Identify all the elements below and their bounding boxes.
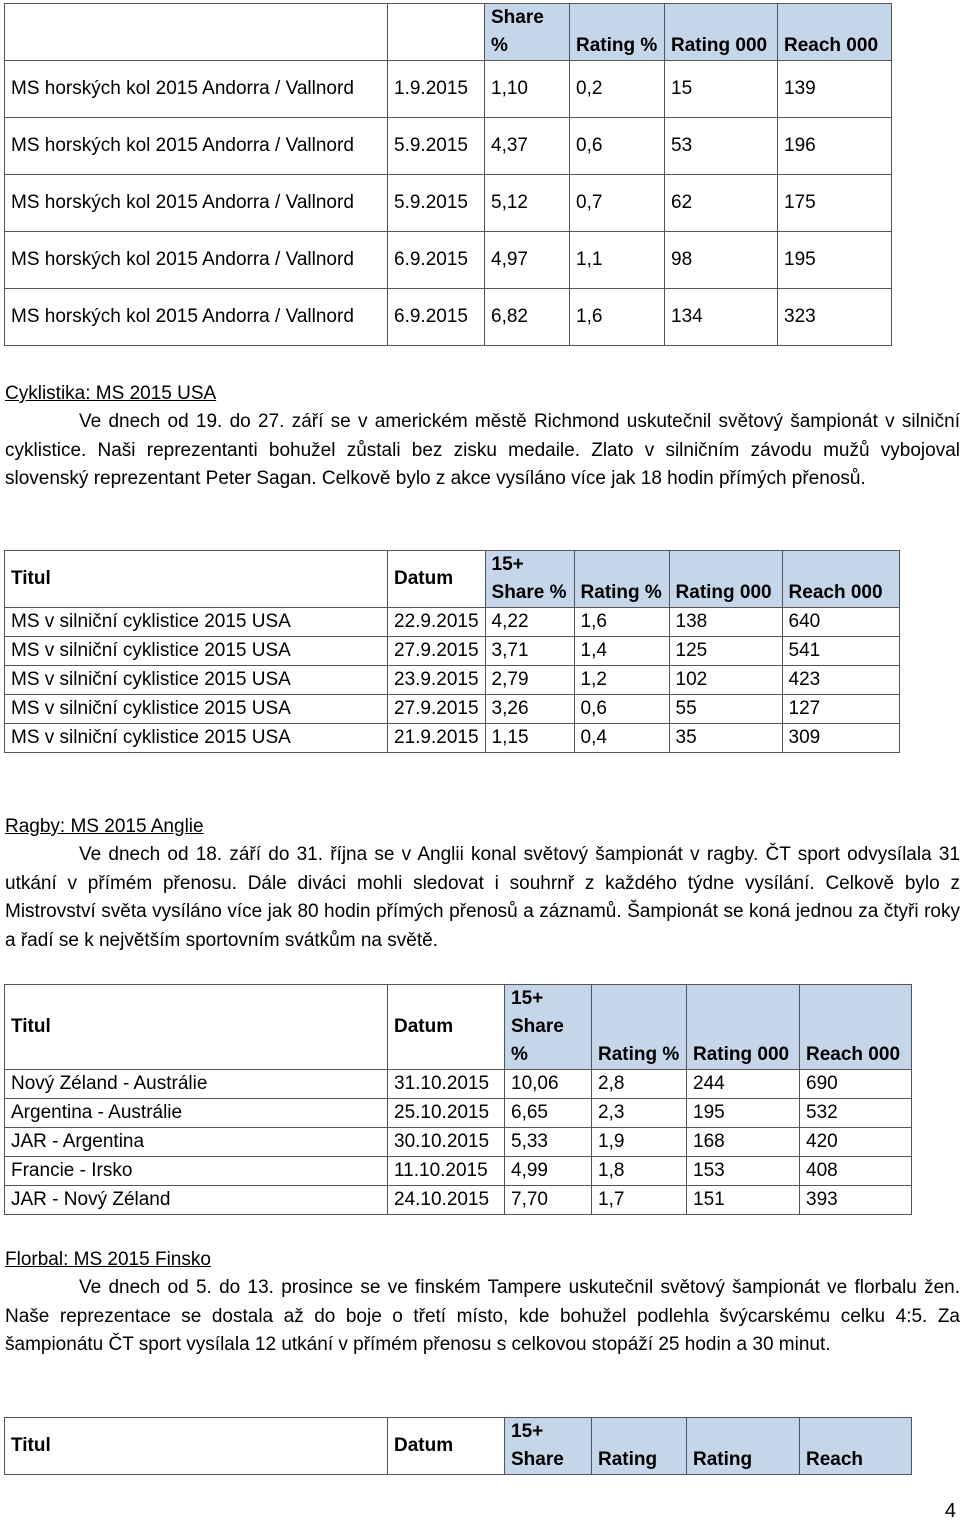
cell-date: 11.10.2015: [388, 1157, 505, 1186]
header-reach-000: Reach: [800, 1418, 912, 1475]
table-row: [5, 289, 892, 346]
cell-title: MS horských kol 2015 Andorra / Vallnord: [5, 232, 388, 289]
cell-rating-000: 153: [687, 1157, 800, 1186]
header-rating-000: Rating 000: [669, 551, 782, 608]
cell-reach-000: 408: [800, 1157, 912, 1186]
cell-rating-000: 195: [687, 1099, 800, 1128]
header-share: 15+ Share %: [505, 985, 592, 1070]
cell-reach-000: 393: [800, 1186, 912, 1215]
cell-rating-000: 102: [669, 666, 782, 695]
cell-rating-000: 151: [687, 1186, 800, 1215]
cell-reach-000: 323: [778, 289, 892, 346]
cell-rating-000: 134: [665, 289, 778, 346]
cell-date: 6.9.2015: [388, 289, 485, 346]
cell-title: MS v silniční cyklistice 2015 USA: [5, 724, 388, 753]
header-rating-pct: Rating: [592, 1418, 687, 1475]
cell-date: 30.10.2015: [388, 1128, 505, 1157]
header-datum: Datum: [388, 551, 486, 608]
cell-rating-pct: 1,9: [592, 1128, 687, 1157]
cell-share: 6,65: [505, 1099, 592, 1128]
cell-title: MS v silniční cyklistice 2015 USA: [5, 666, 388, 695]
cell-title: MS v silniční cyklistice 2015 USA: [5, 637, 388, 666]
header-share: 15+ Share: [505, 1418, 592, 1475]
header-titul: Titul: [5, 985, 388, 1070]
header-share: 15+ Share %: [485, 551, 574, 608]
cell-rating-000: 168: [687, 1128, 800, 1157]
cell-reach-000: 127: [782, 695, 899, 724]
cell-date: 21.9.2015: [388, 724, 486, 753]
cell-share: 10,06: [505, 1070, 592, 1099]
cell-rating-pct: 0,6: [574, 695, 669, 724]
cell-rating-pct: 2,8: [592, 1070, 687, 1099]
cell-date: 5.9.2015: [388, 118, 485, 175]
cell-date: 31.10.2015: [388, 1070, 505, 1099]
cell-share: 3,26: [485, 695, 574, 724]
cell-rating-pct: 1,8: [592, 1157, 687, 1186]
table-row: [5, 1099, 912, 1128]
header-blank-date: [388, 4, 485, 61]
cell-date: 5.9.2015: [388, 175, 485, 232]
cell-rating-pct: 0,7: [570, 175, 665, 232]
cell-reach-000: 175: [778, 175, 892, 232]
header-rating-000: Rating 000: [687, 985, 800, 1070]
cell-share: 3,71: [485, 637, 574, 666]
cell-title: MS horských kol 2015 Andorra / Vallnord: [5, 61, 388, 118]
cell-date: 24.10.2015: [388, 1186, 505, 1215]
cell-rating-000: 98: [665, 232, 778, 289]
cell-title: Argentina - Austrálie: [5, 1099, 388, 1128]
cell-rating-000: 53: [665, 118, 778, 175]
cell-date: 27.9.2015: [388, 637, 486, 666]
section-title-cycling: Cyklistika: MS 2015 USA: [5, 383, 217, 404]
paragraph-cycling: Ve dnech od 19. do 27. září se v americkém městě Richmond uskutečnil světový šampionát v silniční cyklistice. Naši reprezentanti bohužel zůstali bez zisku medaile. Zlato v silničním závodu mužů vybojoval slovenský reprezentant Peter Sagan. Celkově bylo z akce vysíláno více jak 18 hodin přímých přenosů.: [5, 411, 960, 489]
cell-reach-000: 139: [778, 61, 892, 118]
cell-share: 5,12: [485, 175, 570, 232]
cell-share: 2,79: [485, 666, 574, 695]
header-datum: Datum: [388, 985, 505, 1070]
paragraph-floorball: Ve dnech od 5. do 13. prosince se ve finském Tampere uskutečnil světový šampionát ve florbalu žen. Naše reprezentace se dostala až do boje o třetí místo, kde bohužel podlehla švýcarskému celku 4:5. Za šampionátu ČT sport vysílala 12 utkání v přímém přenosu s celkovou stopáží 25 hodin a 30 minut.: [5, 1277, 960, 1355]
table-header-row: [5, 985, 912, 1070]
table-row: [5, 724, 900, 753]
table-row: [5, 175, 892, 232]
cell-share: 4,99: [505, 1157, 592, 1186]
cell-reach-000: 309: [782, 724, 899, 753]
cell-rating-pct: 0,2: [570, 61, 665, 118]
cell-rating-pct: 1,6: [574, 608, 669, 637]
cell-rating-000: 15: [665, 61, 778, 118]
table-header-row: [5, 4, 892, 61]
table-row: [5, 232, 892, 289]
cell-title: JAR - Nový Zéland: [5, 1186, 388, 1215]
cell-reach-000: 196: [778, 118, 892, 175]
cell-title: MS v silniční cyklistice 2015 USA: [5, 695, 388, 724]
cell-share: 7,70: [505, 1186, 592, 1215]
cell-date: 1.9.2015: [388, 61, 485, 118]
floorball-ratings-table: [4, 1417, 912, 1475]
cell-share: 1,15: [485, 724, 574, 753]
cell-share: 4,97: [485, 232, 570, 289]
cell-date: 25.10.2015: [388, 1099, 505, 1128]
cell-date: 27.9.2015: [388, 695, 486, 724]
header-datum: Datum: [388, 1418, 505, 1475]
table-row: [5, 1186, 912, 1215]
table-row: [5, 1070, 912, 1099]
header-rating-pct: Rating %: [574, 551, 669, 608]
paragraph-rugby: Ve dnech od 18. září do 31. října se v Anglii konal světový šampionát v ragby. ČT sport odvysílala 31 utkání v přímém přenosu. Dále diváci mohli sledovat i souhrnř z každého týdne vysílání. Celkově bylo z Mistrovství světa vysíláno více jak 80 hodin přímých přenosů a záznamů. Šampionát se koná jednou za čtyři roky a řadí se k největším sportovním svátkům na světě.: [5, 844, 960, 951]
cell-title: MS v silniční cyklistice 2015 USA: [5, 608, 388, 637]
rugby-ratings-table: [4, 984, 912, 1215]
cell-share: 5,33: [505, 1128, 592, 1157]
cell-reach-000: 541: [782, 637, 899, 666]
cell-rating-000: 62: [665, 175, 778, 232]
cell-title: MS horských kol 2015 Andorra / Vallnord: [5, 289, 388, 346]
header-share: Share %: [485, 4, 570, 61]
cell-share: 1,10: [485, 61, 570, 118]
header-rating-000: Rating: [687, 1418, 800, 1475]
cell-reach-000: 423: [782, 666, 899, 695]
cell-rating-pct: 2,3: [592, 1099, 687, 1128]
header-blank-title: [5, 4, 388, 61]
cell-share: 6,82: [485, 289, 570, 346]
cell-reach-000: 532: [800, 1099, 912, 1128]
cell-rating-000: 35: [669, 724, 782, 753]
table-row: [5, 1128, 912, 1157]
table-row: [5, 666, 900, 695]
table-row: [5, 695, 900, 724]
header-reach-000: Reach 000: [778, 4, 892, 61]
cell-date: 6.9.2015: [388, 232, 485, 289]
cell-date: 23.9.2015: [388, 666, 486, 695]
cell-rating-pct: 0,4: [574, 724, 669, 753]
cell-date: 22.9.2015: [388, 608, 486, 637]
cell-title: JAR - Argentina: [5, 1128, 388, 1157]
header-rating-pct: Rating %: [592, 985, 687, 1070]
cell-rating-pct: 1,1: [570, 232, 665, 289]
header-titul: Titul: [5, 551, 388, 608]
cell-rating-pct: 1,4: [574, 637, 669, 666]
table-header-row: [5, 1418, 912, 1475]
table-row: [5, 608, 900, 637]
cell-share: 4,22: [485, 608, 574, 637]
cell-title: MS horských kol 2015 Andorra / Vallnord: [5, 118, 388, 175]
mtb-ratings-table: [4, 3, 892, 346]
cell-rating-pct: 1,2: [574, 666, 669, 695]
table-row: [5, 637, 900, 666]
header-rating-000: Rating 000: [665, 4, 778, 61]
cell-reach-000: 640: [782, 608, 899, 637]
cell-rating-000: 244: [687, 1070, 800, 1099]
header-titul: Titul: [5, 1418, 388, 1475]
table-header-row: [5, 551, 900, 608]
cell-reach-000: 420: [800, 1128, 912, 1157]
cell-title: MS horských kol 2015 Andorra / Vallnord: [5, 175, 388, 232]
cell-rating-000: 138: [669, 608, 782, 637]
cell-rating-pct: 1,6: [570, 289, 665, 346]
table-row: [5, 118, 892, 175]
cell-reach-000: 690: [800, 1070, 912, 1099]
cell-share: 4,37: [485, 118, 570, 175]
header-rating-pct: Rating %: [570, 4, 665, 61]
cell-title: Nový Zéland - Austrálie: [5, 1070, 388, 1099]
cell-title: Francie - Irsko: [5, 1157, 388, 1186]
page-number: 4: [944, 1500, 956, 1522]
cell-rating-000: 125: [669, 637, 782, 666]
table-row: [5, 61, 892, 118]
cell-rating-pct: 0,6: [570, 118, 665, 175]
header-reach-000: Reach 000: [800, 985, 912, 1070]
section-title-rugby: Ragby: MS 2015 Anglie: [5, 816, 204, 837]
table-row: [5, 1157, 912, 1186]
section-title-floorball: Florbal: MS 2015 Finsko: [5, 1249, 211, 1270]
cycling-ratings-table: [4, 550, 900, 753]
cell-rating-000: 55: [669, 695, 782, 724]
header-reach-000: Reach 000: [782, 551, 899, 608]
cell-rating-pct: 1,7: [592, 1186, 687, 1215]
cell-reach-000: 195: [778, 232, 892, 289]
